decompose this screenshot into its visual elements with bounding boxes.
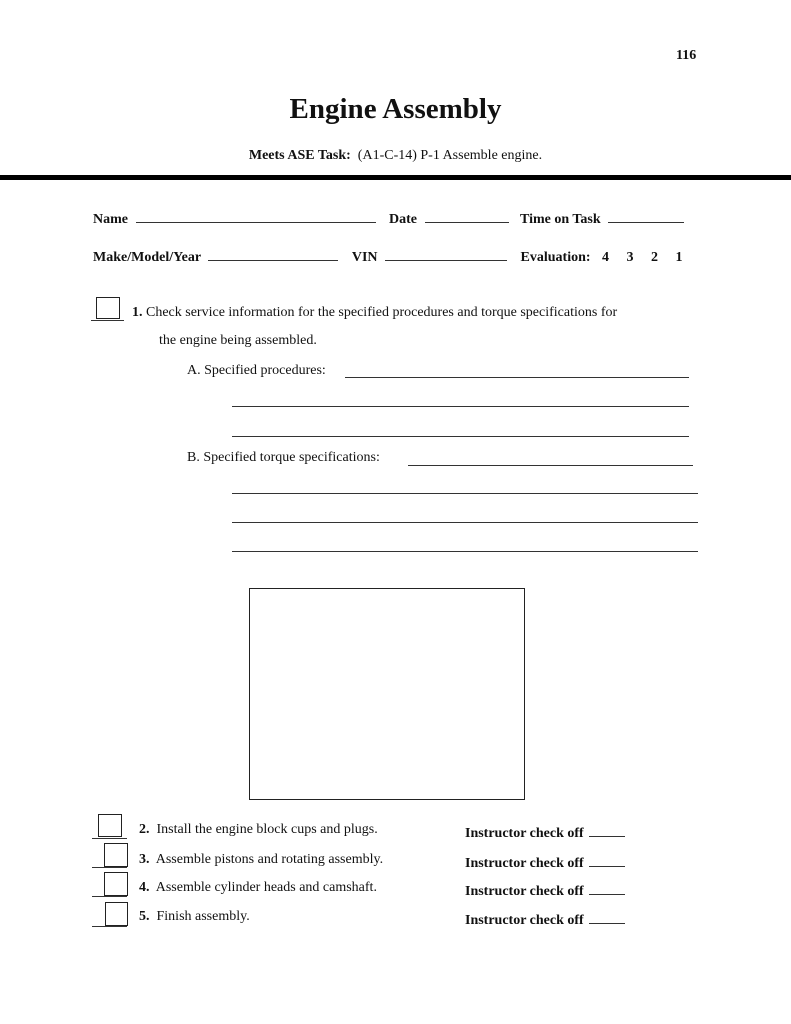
ase-task-line xyxy=(0,148,791,164)
step-1-text: Check service information for the specified procedures and torque specifications for xyxy=(146,305,618,320)
step-3-description: Assemble pistons and rotating assembly. xyxy=(155,852,384,867)
step-1-text-line2: the engine being assembled. xyxy=(159,333,317,348)
date-field[interactable] xyxy=(425,208,509,223)
name-label: Name xyxy=(93,212,128,227)
time-on-task-field[interactable] xyxy=(608,208,684,223)
step-4-instructor-check xyxy=(465,880,629,900)
ase-task-text: (A1-C-14) P-1 Assemble engine. xyxy=(357,148,543,163)
page-number: 116 xyxy=(676,48,697,63)
header-divider xyxy=(0,175,791,180)
instructor-check-label: Instructor check off xyxy=(465,856,584,871)
specified-procedures-line-1[interactable] xyxy=(345,377,689,378)
date-label: Date xyxy=(389,212,417,227)
step-4-checkbox-underline xyxy=(92,896,127,897)
step-2-instructor-check xyxy=(465,822,629,842)
torque-specs-line-2[interactable] xyxy=(232,493,698,494)
instructor-check-label: Instructor check off xyxy=(465,884,584,899)
step-5-text xyxy=(139,909,250,925)
step-3-instructor-check-field[interactable] xyxy=(589,852,625,867)
step-2-number: 2. xyxy=(139,822,150,837)
make-model-year-label: Make/Model/Year xyxy=(93,250,201,265)
step-4-number: 4. xyxy=(139,880,150,895)
step-5-instructor-check xyxy=(465,909,629,929)
step-5-checkbox[interactable] xyxy=(105,902,128,926)
vehicle-eval-row xyxy=(93,246,683,266)
step-1-text-line1 xyxy=(132,305,617,321)
step-3-text xyxy=(139,852,383,868)
step-1-checkbox-underline xyxy=(91,320,124,321)
step-3-instructor-check xyxy=(465,852,629,872)
torque-specs-line-3[interactable] xyxy=(232,522,698,523)
step-4-checkbox[interactable] xyxy=(104,872,128,896)
evaluation-label: Evaluation: xyxy=(520,250,591,265)
step-3-number: 3. xyxy=(139,852,150,867)
step-5-number: 5. xyxy=(139,909,150,924)
image-placeholder-box xyxy=(249,588,525,800)
step-4-description: Assemble cylinder heads and camshaft. xyxy=(155,880,377,895)
time-on-task-label: Time on Task xyxy=(520,212,601,227)
step-2-checkbox[interactable] xyxy=(98,814,122,837)
step-2-description: Install the engine block cups and plugs. xyxy=(156,822,378,837)
step-1-checkbox[interactable] xyxy=(96,297,120,319)
step-5-checkbox-underline xyxy=(92,926,127,927)
evaluation-score-4[interactable]: 4 xyxy=(602,250,610,265)
specified-procedures-line-3[interactable] xyxy=(232,436,689,437)
step-5-instructor-check-field[interactable] xyxy=(589,909,625,924)
step-1-number: 1. xyxy=(132,305,143,320)
evaluation-score-2[interactable]: 2 xyxy=(651,250,659,265)
step-3-checkbox-underline xyxy=(92,867,127,868)
step-2-text xyxy=(139,822,378,838)
torque-specs-line-1[interactable] xyxy=(408,465,693,466)
page-title: Engine Assembly xyxy=(289,93,502,125)
step-3-checkbox[interactable] xyxy=(104,843,128,867)
step-2-instructor-check-field[interactable] xyxy=(589,822,625,837)
vin-label: VIN xyxy=(351,250,378,265)
step-2-checkbox-underline xyxy=(92,838,127,839)
name-field[interactable] xyxy=(136,208,376,223)
instructor-check-label: Instructor check off xyxy=(465,913,584,928)
step-5-description: Finish assembly. xyxy=(156,909,250,924)
specified-procedures-label: A. Specified procedures: xyxy=(187,363,326,378)
torque-specs-line-4[interactable] xyxy=(232,551,698,552)
ase-task-label: Meets ASE Task: xyxy=(248,148,351,163)
evaluation-score-1[interactable]: 1 xyxy=(675,250,683,265)
name-date-time-row xyxy=(93,208,688,228)
step-4-instructor-check-field[interactable] xyxy=(589,880,625,895)
torque-specs-label: B. Specified torque specifications: xyxy=(187,450,380,465)
evaluation-score-3[interactable]: 3 xyxy=(626,250,634,265)
instructor-check-label: Instructor check off xyxy=(465,826,584,841)
specified-procedures-line-2[interactable] xyxy=(232,406,689,407)
vin-field[interactable] xyxy=(385,246,507,261)
make-model-year-field[interactable] xyxy=(208,246,338,261)
step-4-text xyxy=(139,880,377,896)
